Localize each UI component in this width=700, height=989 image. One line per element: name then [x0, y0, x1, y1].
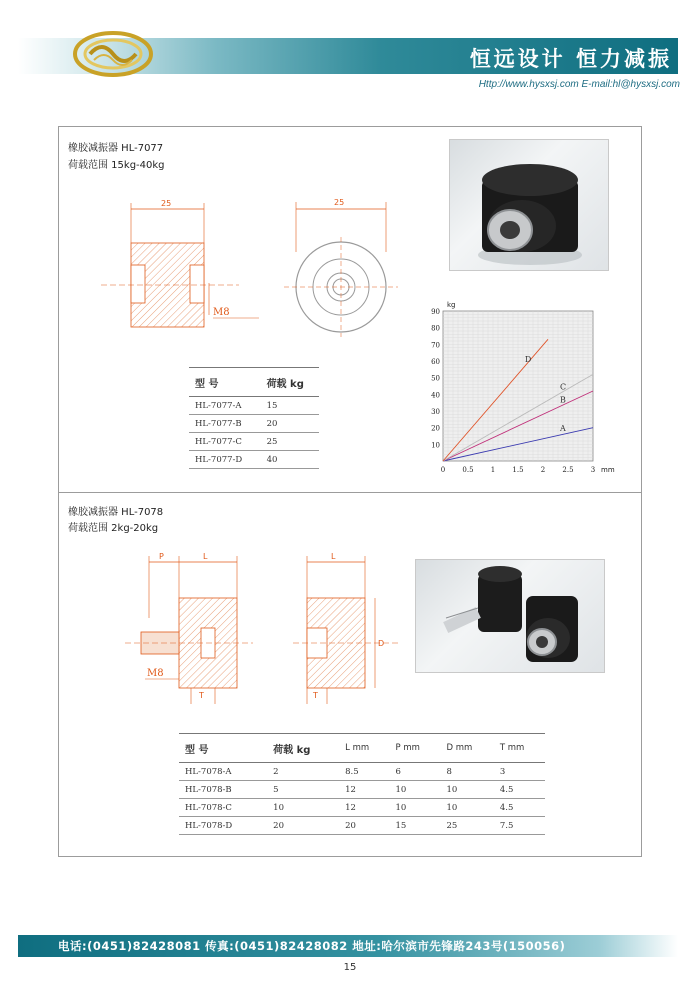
cell-model: HL-7077-C: [189, 433, 261, 451]
cell-p: 10: [390, 781, 441, 799]
cell-p: 10: [390, 799, 441, 817]
table-row: [189, 397, 319, 415]
y-tick-label: 90: [431, 308, 440, 316]
dim-t-label: T: [199, 691, 204, 700]
x-tick-label: 1.5: [512, 466, 524, 474]
cell-d: 10: [441, 799, 494, 817]
series-label-c: C: [560, 382, 567, 392]
table-row: [179, 799, 545, 817]
header-slogan: 恒远设计 恒力减振: [469, 47, 672, 71]
table-row: [179, 817, 545, 835]
y-tick-label: 70: [431, 341, 440, 350]
rubber-mount-image: [450, 140, 608, 270]
y-tick-label: 40: [431, 391, 440, 400]
table-row: [189, 433, 319, 451]
y-tick-label: 60: [431, 358, 440, 366]
dim-l-label: L: [203, 552, 208, 561]
y-tick-label: 20: [431, 424, 440, 433]
table-row: [179, 763, 545, 781]
side-view-drawing-stud: [121, 548, 261, 708]
cell-d: 25: [441, 817, 494, 835]
product-panel-hl7078: [58, 492, 642, 857]
spec-table-hl7078: [179, 733, 545, 835]
cell-l: 20: [339, 817, 389, 835]
cell-load: 10: [267, 799, 339, 817]
x-tick-label: 2: [540, 466, 546, 474]
y-tick-label: 80: [431, 324, 440, 333]
x-tick-label: 0: [440, 466, 446, 474]
rubber-mount-pair-image: [416, 560, 604, 672]
cell-p: 15: [390, 817, 441, 835]
cell-d: 10: [441, 781, 494, 799]
table-header-row: [179, 734, 545, 763]
series-label-d: D: [524, 355, 532, 365]
cell-l: 12: [339, 781, 389, 799]
footer-contact: 电话:(0451)82428081 传真:(0451)82428082 地址:哈尔滨市先锋路243号(150056): [58, 939, 566, 953]
side-view-drawing: [99, 197, 269, 347]
col-p: P mm: [390, 734, 441, 763]
x-tick-label: 1: [490, 466, 496, 474]
table-row: [189, 451, 319, 469]
table-row: [189, 415, 319, 433]
cell-load: 15: [261, 397, 319, 415]
cell-d: 8: [441, 763, 494, 781]
cell-model: HL-7078-C: [179, 799, 267, 817]
series-label-a: A: [560, 424, 566, 433]
cell-l: 12: [339, 799, 389, 817]
dim-width-label: 25: [161, 199, 172, 208]
cell-model: HL-7078-D: [179, 817, 267, 835]
dim-diameter-label: 25: [334, 198, 345, 207]
col-l: L mm: [339, 734, 389, 763]
x-tick-label: 3: [590, 466, 596, 474]
col-model: 型 号: [179, 734, 267, 763]
load-range: 荷载范围 15kg-40kg: [68, 160, 165, 171]
col-load: 荷载 kg: [267, 734, 339, 763]
series-label-b: B: [560, 395, 566, 405]
y-axis-label: kg: [447, 301, 456, 309]
thread-label: M8: [147, 668, 164, 679]
product-photo-hl7078: [415, 559, 605, 673]
table-row: [179, 781, 545, 799]
y-tick-label: 50: [431, 374, 440, 383]
col-d: D mm: [441, 734, 494, 763]
product-panel-hl7077: [58, 126, 642, 494]
product-name: 橡胶减振器 HL-7077: [68, 143, 164, 154]
x-axis-label: mm: [601, 466, 615, 474]
dim-t-label: T: [313, 691, 318, 700]
x-tick-label: 0.5: [462, 466, 474, 474]
spec-table-hl7077: [189, 367, 319, 469]
dim-d-label: D: [378, 639, 385, 648]
cell-t: 4.5: [494, 781, 545, 799]
col-t: T mm: [494, 734, 545, 763]
cell-p: 6: [390, 763, 441, 781]
table-header-row: [189, 368, 319, 397]
col-load: 荷载 kg: [261, 368, 319, 397]
cell-t: 7.5: [494, 817, 545, 835]
cell-load: 40: [261, 451, 319, 469]
top-view-drawing: [284, 192, 404, 342]
cell-load: 5: [267, 781, 339, 799]
cell-load: 2: [267, 763, 339, 781]
cell-l: 8.5: [339, 763, 389, 781]
cell-model: HL-7077-B: [189, 415, 261, 433]
company-logo: [72, 30, 154, 78]
col-model: 型 号: [189, 368, 261, 397]
cell-t: 4.5: [494, 799, 545, 817]
dim-l-label: L: [331, 552, 336, 561]
side-view-drawing-nut: [291, 548, 411, 708]
page-number: 15: [343, 962, 357, 973]
dim-p-label: P: [159, 552, 164, 561]
header-contact: Http://www.hysxsj.com E-mail:hl@hysxsj.com: [478, 79, 680, 90]
cell-load: 20: [261, 415, 319, 433]
cell-load: 20: [267, 817, 339, 835]
product-photo-hl7077: [449, 139, 609, 271]
cell-t: 3: [494, 763, 545, 781]
x-tick-label: 2.5: [562, 466, 574, 474]
y-tick-label: 30: [431, 408, 440, 416]
cell-model: HL-7078-B: [179, 781, 267, 799]
y-tick-label: 10: [431, 441, 440, 450]
cell-model: HL-7077-D: [189, 451, 261, 469]
cell-model: HL-7078-A: [179, 763, 267, 781]
product-name: 橡胶减振器 HL-7078: [68, 507, 164, 518]
cell-load: 25: [261, 433, 319, 451]
cell-model: HL-7077-A: [189, 397, 261, 415]
load-range: 荷载范围 2kg-20kg: [68, 523, 159, 534]
thread-label: M8: [213, 307, 230, 318]
load-deflection-chart: [421, 297, 641, 477]
